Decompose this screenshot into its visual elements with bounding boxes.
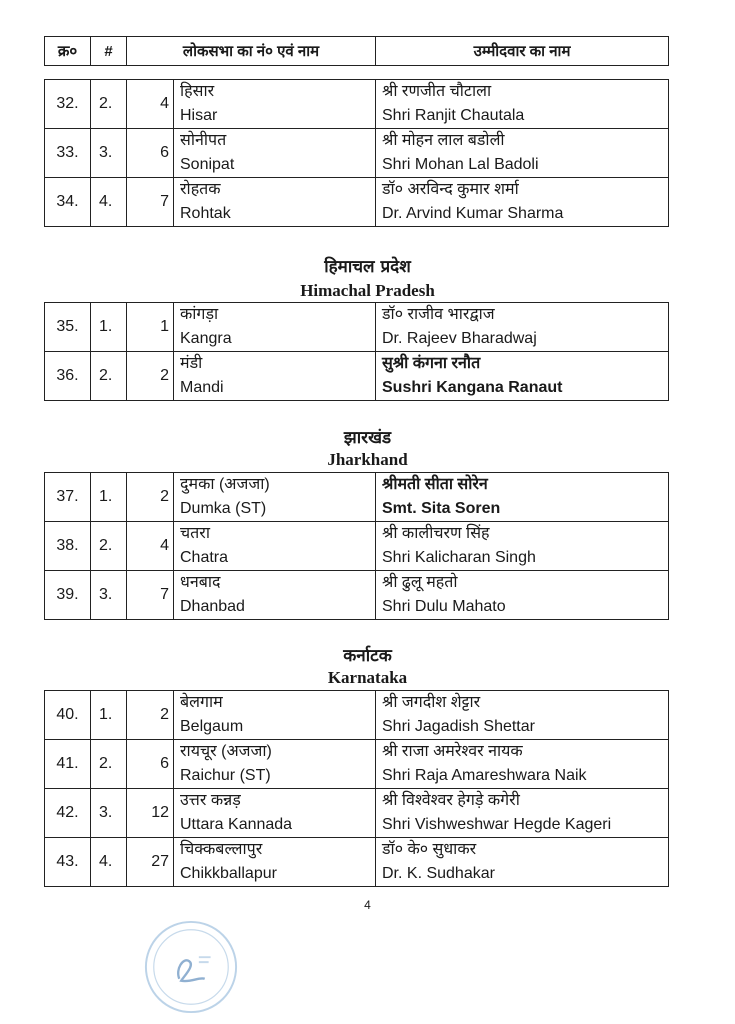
constituency-name-english: Mandi [180, 379, 224, 396]
candidate-name-english: Dr. Arvind Kumar Sharma [382, 205, 564, 222]
constituency-name-cell [174, 838, 376, 887]
official-seal-stamp [142, 918, 240, 1016]
table-row [45, 80, 669, 129]
serial-number: 36. [45, 352, 91, 401]
candidate-name-english: Shri Jagadish Shettar [382, 718, 535, 735]
constituency-name-cell [174, 303, 376, 352]
candidate-name-hindi: डॉ० के० सुधाकर [382, 841, 477, 858]
candidate-name-hindi: श्री कालीचरण सिंह [382, 525, 490, 542]
candidate-name-hindi: श्री विश्वेश्वर हेगड़े कगेरी [382, 792, 520, 809]
candidate-name-hindi: श्री जगदीश शेट्टार [382, 694, 481, 711]
serial-number: 39. [45, 571, 91, 620]
constituency-name-english: Belgaum [180, 718, 244, 735]
constituency-name-english: Uttara Kannada [180, 816, 293, 833]
serial-number: 42. [45, 789, 91, 838]
serial-number: 34. [45, 178, 91, 227]
serial-number: 33. [45, 129, 91, 178]
constituency-name-hindi: उत्तर कन्नड़ [180, 792, 241, 809]
state-index: 1. [91, 303, 127, 352]
candidate-name-cell [376, 303, 669, 352]
constituency-table [44, 302, 669, 401]
candidate-name-english: Shri Ranjit Chautala [382, 107, 525, 124]
constituency-name-hindi: बेलगाम [180, 694, 223, 711]
constituency-number: 1 [127, 303, 174, 352]
constituency-number: 6 [127, 740, 174, 789]
candidate-name-cell [376, 691, 669, 740]
candidate-name-cell [376, 178, 669, 227]
constituency-name-english: Kangra [180, 330, 232, 347]
state-heading-hindi: हिमाचल प्रदेश [324, 257, 411, 277]
candidate-name-english: Dr. K. Sudhakar [382, 865, 495, 882]
candidate-name-cell [376, 473, 669, 522]
state-index: 2. [91, 80, 127, 129]
candidate-name-hindi: सुश्री कंगना रनौत [382, 355, 481, 372]
state-heading-hindi: झारखंड [343, 428, 392, 448]
constituency-number: 27 [127, 838, 174, 887]
state-index: 4. [91, 838, 127, 887]
constituency-name-hindi: सोनीपत [180, 132, 227, 149]
candidate-name-english: Dr. Rajeev Bharadwaj [382, 330, 537, 347]
constituency-name-cell [174, 522, 376, 571]
constituency-name-cell [174, 80, 376, 129]
candidate-name-english: Smt. Sita Soren [382, 500, 501, 517]
candidate-name-english: Sushri Kangana Ranaut [382, 379, 563, 396]
table-row [45, 740, 669, 789]
candidate-name-cell [376, 789, 669, 838]
table-row [45, 473, 669, 522]
constituency-name-hindi: कांगड़ा [180, 306, 219, 323]
state-index: 2. [91, 522, 127, 571]
serial-number: 40. [45, 691, 91, 740]
state-index: 4. [91, 178, 127, 227]
candidate-name-hindi: श्रीमती सीता सोरेन [382, 476, 488, 493]
serial-number: 37. [45, 473, 91, 522]
header-idx: # [91, 37, 127, 66]
constituency-name-english: Hisar [180, 107, 218, 124]
constituency-table [44, 472, 669, 620]
state-index: 3. [91, 571, 127, 620]
constituency-table [44, 690, 669, 887]
constituency-name-english: Rohtak [180, 205, 231, 222]
header-table [44, 36, 669, 66]
constituency-number: 12 [127, 789, 174, 838]
candidate-name-hindi: डॉ० राजीव भारद्वाज [382, 306, 495, 323]
candidate-name-cell [376, 838, 669, 887]
state-heading-english: Himachal Pradesh [300, 281, 435, 300]
constituency-name-english: Dhanbad [180, 598, 245, 615]
constituency-name-hindi: दुमका (अजजा) [180, 476, 270, 493]
state-index: 1. [91, 691, 127, 740]
constituency-name-hindi: धनबाद [180, 574, 221, 591]
header-constituency: लोकसभा का नं० एवं नाम [127, 37, 376, 66]
constituency-number: 6 [127, 129, 174, 178]
constituency-name-english: Chikkballapur [180, 865, 277, 882]
state-index: 3. [91, 129, 127, 178]
constituency-number: 4 [127, 522, 174, 571]
constituency-name-english: Sonipat [180, 156, 235, 173]
state-heading-hindi: कर्नाटक [343, 646, 392, 666]
state-index: 3. [91, 789, 127, 838]
constituency-name-hindi: चिक्कबल्लापुर [180, 841, 263, 858]
candidate-name-cell [376, 571, 669, 620]
table-row [45, 691, 669, 740]
serial-number: 35. [45, 303, 91, 352]
table-row [45, 303, 669, 352]
candidate-name-cell [376, 740, 669, 789]
constituency-name-cell [174, 473, 376, 522]
constituency-name-english: Chatra [180, 549, 229, 566]
candidate-name-english: Shri Dulu Mahato [382, 598, 506, 615]
constituency-number: 2 [127, 691, 174, 740]
constituency-name-cell [174, 789, 376, 838]
constituency-name-cell [174, 740, 376, 789]
candidate-name-english: Shri Mohan Lal Badoli [382, 156, 539, 173]
serial-number: 43. [45, 838, 91, 887]
constituency-name-english: Raichur (ST) [180, 767, 271, 784]
candidate-name-english: Shri Kalicharan Singh [382, 549, 536, 566]
candidate-name-hindi: श्री रणजीत चौटाला [382, 83, 492, 100]
candidate-name-hindi: श्री राजा अमरेश्वर नायक [382, 743, 523, 760]
constituency-number: 2 [127, 352, 174, 401]
constituency-name-hindi: रोहतक [180, 181, 221, 198]
state-heading-english: Jharkhand [327, 450, 408, 469]
table-row [45, 129, 669, 178]
constituency-name-hindi: रायचूर (अजजा) [180, 743, 272, 760]
candidate-name-cell [376, 129, 669, 178]
candidate-name-cell [376, 522, 669, 571]
constituency-name-cell [174, 691, 376, 740]
constituency-name-cell [174, 178, 376, 227]
table-row [45, 571, 669, 620]
constituency-table [44, 79, 669, 227]
table-row [45, 789, 669, 838]
candidate-name-cell [376, 352, 669, 401]
constituency-number: 2 [127, 473, 174, 522]
table-row [45, 352, 669, 401]
state-index: 2. [91, 352, 127, 401]
constituency-name-english: Dumka (ST) [180, 500, 267, 517]
header-sno: क्र० [45, 37, 91, 66]
header-candidate: उम्मीदवार का नाम [376, 37, 669, 66]
table-row [45, 522, 669, 571]
state-index: 2. [91, 740, 127, 789]
constituency-name-cell [174, 352, 376, 401]
constituency-name-cell [174, 571, 376, 620]
table-row [45, 838, 669, 887]
serial-number: 32. [45, 80, 91, 129]
candidate-name-hindi: श्री ढुलू महतो [382, 574, 458, 591]
page-number: 4 [364, 898, 371, 912]
table-row [45, 178, 669, 227]
candidate-name-english: Shri Raja Amareshwara Naik [382, 767, 587, 784]
constituency-name-cell [174, 129, 376, 178]
candidate-name-hindi: श्री मोहन लाल बडोली [382, 132, 505, 149]
candidate-name-english: Shri Vishweshwar Hegde Kageri [382, 816, 612, 833]
state-index: 1. [91, 473, 127, 522]
serial-number: 41. [45, 740, 91, 789]
candidate-name-hindi: डॉ० अरविन्द कुमार शर्मा [382, 181, 519, 198]
constituency-number: 7 [127, 571, 174, 620]
constituency-number: 4 [127, 80, 174, 129]
candidate-name-cell [376, 80, 669, 129]
constituency-name-hindi: हिसार [180, 83, 215, 100]
state-heading-english: Karnataka [327, 668, 408, 687]
serial-number: 38. [45, 522, 91, 571]
constituency-number: 7 [127, 178, 174, 227]
constituency-name-hindi: चतरा [180, 525, 210, 542]
constituency-name-hindi: मंडी [180, 355, 203, 372]
